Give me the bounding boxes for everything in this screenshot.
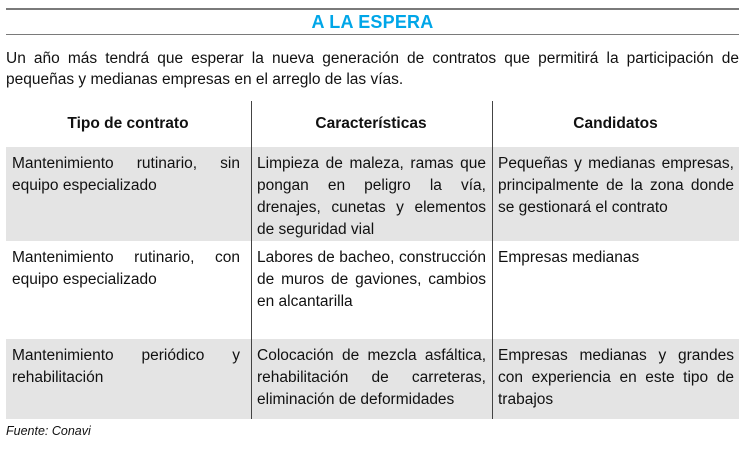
cell-caracteristicas: Colocación de mezcla asfáltica, rehabilitación de carreteras, eliminación de deformidades	[257, 347, 486, 408]
cell-tipo: Mantenimiento rutinario, con equipo especializado	[12, 249, 240, 288]
title-bar	[6, 8, 739, 35]
column-divider	[251, 101, 252, 419]
cell-tipo: Mantenimiento periódico y rehabilitación	[12, 347, 240, 386]
header-caracteristicas: Características	[315, 115, 427, 132]
cell-tipo: Mantenimiento rutinario, sin equipo especializado	[12, 155, 240, 194]
cell-caracteristicas: Limpieza de maleza, ramas que pongan en peligro la vía, drenajes, cunetas y elementos de seguridad vial	[257, 155, 486, 238]
table-row	[6, 339, 739, 419]
source-note: Fuente: Conavi	[6, 424, 91, 438]
table-row	[6, 147, 739, 241]
cell-caracteristicas: Labores de bacheo, construcción de muros de gaviones, cambios en alcantarilla	[257, 249, 486, 310]
column-divider	[492, 101, 493, 419]
cell-candidatos: Pequeñas y medianas empresas, principalmente de la zona donde se gestionará el contrato	[498, 155, 734, 216]
intro-paragraph: Un año más tendrá que esperar la nueva generación de contratos que permitirá la participación de pequeñas y medianas empresas en el arreglo de las vías.	[6, 50, 739, 88]
page-title: A LA ESPERA	[311, 11, 434, 32]
cell-candidatos: Empresas medianas y grandes con experiencia en este tipo de trabajos	[498, 347, 734, 408]
header-candidatos: Candidatos	[573, 115, 658, 132]
table-row	[6, 241, 739, 335]
cell-candidatos: Empresas medianas	[498, 249, 640, 266]
header-tipo: Tipo de contrato	[67, 115, 189, 132]
